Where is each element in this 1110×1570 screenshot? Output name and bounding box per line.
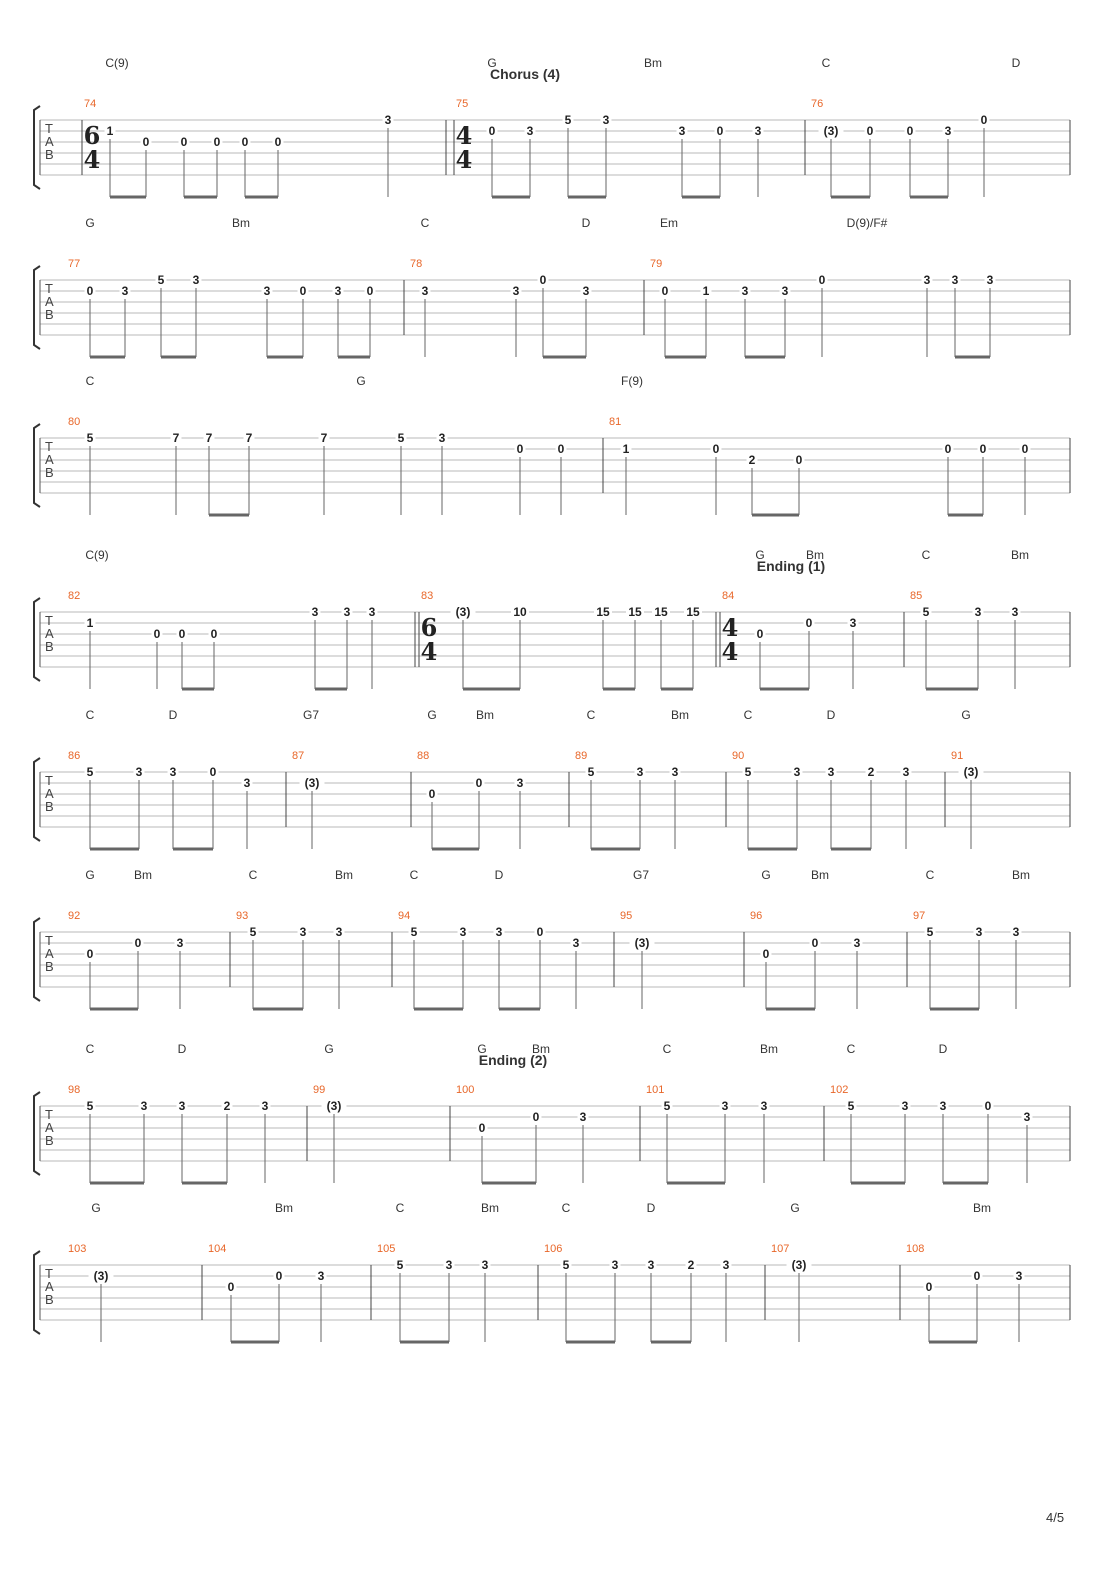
chord-symbol: D bbox=[177, 1042, 187, 1056]
chord-symbol: C bbox=[821, 56, 831, 70]
measure-number: 89 bbox=[575, 750, 588, 762]
fret-number: 3 bbox=[721, 1099, 729, 1113]
fret-number: 3 bbox=[647, 1258, 655, 1272]
system-bracket bbox=[34, 598, 40, 681]
fret-number: 5 bbox=[587, 765, 595, 779]
chord-symbol: Bm bbox=[760, 1042, 778, 1056]
fret-number: (3) bbox=[791, 1258, 807, 1272]
chord-symbol: C bbox=[248, 868, 258, 882]
section-title: Chorus (4) bbox=[490, 66, 560, 82]
fret-number: 3 bbox=[169, 765, 177, 779]
chord-symbol: C(9) bbox=[85, 548, 109, 562]
fret-number: 3 bbox=[526, 124, 534, 138]
measure-number: 105 bbox=[377, 1243, 396, 1255]
section-title: Ending (1) bbox=[756, 558, 826, 574]
tab-clef-letter: A bbox=[45, 294, 54, 309]
measure-number: 94 bbox=[398, 910, 411, 922]
chord-symbol: G bbox=[427, 708, 437, 722]
system-bracket bbox=[34, 1251, 40, 1334]
chord-symbol: C bbox=[925, 868, 935, 882]
fret-number: 3 bbox=[192, 273, 200, 287]
tab-clef-letter: T bbox=[45, 613, 53, 628]
tab-system bbox=[34, 1201, 1070, 1342]
fret-number: 3 bbox=[793, 765, 801, 779]
fret-number: 0 bbox=[516, 442, 524, 456]
fret-number: 3 bbox=[368, 605, 376, 619]
measure-number: 83 bbox=[421, 590, 434, 602]
chord-symbol: Bm bbox=[481, 1201, 499, 1215]
fret-number: 5 bbox=[564, 113, 572, 127]
system-bracket bbox=[34, 106, 40, 189]
fret-number: 3 bbox=[261, 1099, 269, 1113]
fret-number: 3 bbox=[602, 113, 610, 127]
fret-number: 3 bbox=[445, 1258, 453, 1272]
fret-number: 3 bbox=[317, 1269, 325, 1283]
measure-number: 77 bbox=[68, 258, 81, 270]
fret-number: 3 bbox=[579, 1110, 587, 1124]
chord-symbol: Bm bbox=[232, 216, 250, 230]
fret-number: 5 bbox=[86, 431, 94, 445]
tab-clef-letter: T bbox=[45, 281, 53, 296]
fret-number: 3 bbox=[495, 925, 503, 939]
fret-number: 3 bbox=[636, 765, 644, 779]
measure-number: 76 bbox=[811, 98, 824, 110]
fret-number: 3 bbox=[243, 776, 251, 790]
fret-number: 0 bbox=[209, 765, 217, 779]
fret-number: 5 bbox=[926, 925, 934, 939]
chord-symbol: Bm bbox=[806, 548, 824, 562]
fret-number: 3 bbox=[140, 1099, 148, 1113]
fret-number: (3) bbox=[93, 1269, 109, 1283]
fret-number: 0 bbox=[539, 273, 547, 287]
chord-symbol: C bbox=[743, 708, 753, 722]
chord-symbol: G bbox=[91, 1201, 101, 1215]
chord-symbol: C bbox=[561, 1201, 571, 1215]
fret-number: 0 bbox=[227, 1280, 235, 1294]
section-title: Ending (2) bbox=[478, 1052, 548, 1068]
fret-number: 3 bbox=[1023, 1110, 1031, 1124]
chord-symbol: Bm bbox=[335, 868, 353, 882]
fret-number: 0 bbox=[906, 124, 914, 138]
fret-number: 0 bbox=[716, 124, 724, 138]
fret-number: 3 bbox=[760, 1099, 768, 1113]
measure-number: 86 bbox=[68, 750, 81, 762]
tab-clef-letter: A bbox=[45, 134, 54, 149]
fret-number: 7 bbox=[245, 431, 253, 445]
fret-number: 5 bbox=[847, 1099, 855, 1113]
chord-symbol: Bm bbox=[1011, 548, 1029, 562]
chord-symbol: C bbox=[85, 374, 95, 388]
fret-number: 0 bbox=[428, 787, 436, 801]
chord-symbol: G bbox=[487, 56, 497, 70]
tab-clef-letter: A bbox=[45, 946, 54, 961]
fret-number: 3 bbox=[572, 936, 580, 950]
chord-symbol: G bbox=[961, 708, 971, 722]
chord-symbol: G bbox=[85, 216, 95, 230]
tab-clef-letter: B bbox=[45, 465, 54, 480]
system-bracket bbox=[34, 758, 40, 841]
fret-number: 5 bbox=[396, 1258, 404, 1272]
fret-number: 3 bbox=[421, 284, 429, 298]
measure-number: 88 bbox=[417, 750, 430, 762]
chord-symbol: Em bbox=[660, 216, 678, 230]
chord-symbol: C bbox=[85, 708, 95, 722]
fret-number: 0 bbox=[984, 1099, 992, 1113]
measure-number: 74 bbox=[84, 98, 97, 110]
fret-number: 7 bbox=[320, 431, 328, 445]
chord-symbol: D bbox=[168, 708, 178, 722]
chord-symbol: G bbox=[324, 1042, 334, 1056]
tab-clef-letter: B bbox=[45, 799, 54, 814]
fret-number: 7 bbox=[205, 431, 213, 445]
measure-number: 87 bbox=[292, 750, 305, 762]
fret-number: 5 bbox=[397, 431, 405, 445]
chord-symbol: D(9)/F# bbox=[846, 216, 888, 230]
chord-symbol: Bm bbox=[671, 708, 689, 722]
tab-clef-letter: A bbox=[45, 626, 54, 641]
chord-symbol: C bbox=[85, 1042, 95, 1056]
fret-number: 0 bbox=[274, 135, 282, 149]
fret-number: 3 bbox=[951, 273, 959, 287]
time-signature-top: 4 bbox=[455, 121, 473, 150]
fret-number: 0 bbox=[86, 947, 94, 961]
measure-number: 80 bbox=[68, 416, 81, 428]
tab-clef-letter: T bbox=[45, 1107, 53, 1122]
fret-number: 3 bbox=[459, 925, 467, 939]
time-signature-top: 4 bbox=[721, 613, 739, 642]
fret-number: 15 bbox=[654, 605, 668, 619]
fret-number: 5 bbox=[562, 1258, 570, 1272]
fret-number: 3 bbox=[481, 1258, 489, 1272]
tab-clef-letter: B bbox=[45, 307, 54, 322]
tab-system bbox=[34, 374, 1070, 515]
fret-number: 3 bbox=[135, 765, 143, 779]
fret-number: 2 bbox=[687, 1258, 695, 1272]
fret-number: (3) bbox=[634, 936, 650, 950]
chord-symbol: G bbox=[755, 548, 765, 562]
fret-number: 0 bbox=[795, 453, 803, 467]
chord-symbol: Bm bbox=[134, 868, 152, 882]
fret-number: 0 bbox=[475, 776, 483, 790]
chord-symbol: C(9) bbox=[105, 56, 129, 70]
measure-number: 81 bbox=[609, 416, 622, 428]
fret-number: 0 bbox=[979, 442, 987, 456]
tab-clef-letter: T bbox=[45, 933, 53, 948]
fret-number: 3 bbox=[901, 1099, 909, 1113]
measure-number: 84 bbox=[722, 590, 735, 602]
measure-number: 95 bbox=[620, 910, 633, 922]
tab-system bbox=[34, 548, 1070, 689]
chord-symbol: G bbox=[477, 1042, 487, 1056]
time-signature-bottom: 4 bbox=[455, 145, 473, 174]
fret-number: 2 bbox=[748, 453, 756, 467]
fret-number: 0 bbox=[536, 925, 544, 939]
fret-number: 3 bbox=[438, 431, 446, 445]
tab-clef-letter: B bbox=[45, 639, 54, 654]
tab-clef-letter: B bbox=[45, 1292, 54, 1307]
fret-number: 1 bbox=[86, 616, 94, 630]
measure-number: 106 bbox=[544, 1243, 563, 1255]
chord-symbol: C bbox=[586, 708, 596, 722]
chord-symbol: D bbox=[646, 1201, 656, 1215]
chord-symbol: G bbox=[85, 868, 95, 882]
chord-symbol: C bbox=[395, 1201, 405, 1215]
tab-system bbox=[34, 708, 1070, 849]
fret-number: 0 bbox=[180, 135, 188, 149]
fret-number: 3 bbox=[334, 284, 342, 298]
chord-symbol: C bbox=[409, 868, 419, 882]
fret-number: 15 bbox=[686, 605, 700, 619]
measure-number: 91 bbox=[951, 750, 964, 762]
measure-number: 104 bbox=[208, 1243, 227, 1255]
fret-number: 5 bbox=[86, 765, 94, 779]
chord-symbol: Bm bbox=[476, 708, 494, 722]
chord-symbol: G7 bbox=[632, 868, 650, 882]
fret-number: 3 bbox=[939, 1099, 947, 1113]
chord-symbol: C bbox=[420, 216, 430, 230]
measure-number: 102 bbox=[830, 1084, 849, 1096]
chord-symbol: G7 bbox=[302, 708, 320, 722]
fret-number: 5 bbox=[922, 605, 930, 619]
fret-number: 3 bbox=[1012, 925, 1020, 939]
fret-number: 3 bbox=[512, 284, 520, 298]
tab-clef-letter: T bbox=[45, 439, 53, 454]
fret-number: 15 bbox=[596, 605, 610, 619]
fret-number: (3) bbox=[304, 776, 320, 790]
chord-symbol: D bbox=[494, 868, 504, 882]
fret-number: 5 bbox=[410, 925, 418, 939]
chord-symbol: Bm bbox=[275, 1201, 293, 1215]
fret-number: 3 bbox=[516, 776, 524, 790]
time-signature-top: 6 bbox=[83, 121, 101, 150]
fret-number: (3) bbox=[823, 124, 839, 138]
fret-number: 3 bbox=[975, 925, 983, 939]
fret-number: 0 bbox=[805, 616, 813, 630]
system-bracket bbox=[34, 1092, 40, 1175]
fret-number: 0 bbox=[532, 1110, 540, 1124]
measure-number: 75 bbox=[456, 98, 469, 110]
fret-number: 3 bbox=[343, 605, 351, 619]
measure-number: 82 bbox=[68, 590, 81, 602]
chord-symbol: D bbox=[1011, 56, 1021, 70]
time-signature-bottom: 4 bbox=[83, 145, 101, 174]
fret-number: 3 bbox=[678, 124, 686, 138]
fret-number: 5 bbox=[744, 765, 752, 779]
fret-number: 3 bbox=[299, 925, 307, 939]
fret-number: 0 bbox=[818, 273, 826, 287]
fret-number: 3 bbox=[611, 1258, 619, 1272]
fret-number: 3 bbox=[944, 124, 952, 138]
fret-number: 3 bbox=[974, 605, 982, 619]
fret-number: 0 bbox=[866, 124, 874, 138]
chord-symbol: C bbox=[921, 548, 931, 562]
fret-number: 2 bbox=[867, 765, 875, 779]
chord-symbol: D bbox=[826, 708, 836, 722]
tab-clef-letter: A bbox=[45, 1279, 54, 1294]
fret-number: 0 bbox=[712, 442, 720, 456]
fret-number: 0 bbox=[925, 1280, 933, 1294]
fret-number: 7 bbox=[172, 431, 180, 445]
fret-number: 3 bbox=[722, 1258, 730, 1272]
fret-number: (3) bbox=[963, 765, 979, 779]
tab-clef-letter: A bbox=[45, 1120, 54, 1135]
fret-number: 0 bbox=[241, 135, 249, 149]
fret-number: 3 bbox=[853, 936, 861, 950]
fret-number: 0 bbox=[811, 936, 819, 950]
system-bracket bbox=[34, 918, 40, 1001]
fret-number: 3 bbox=[781, 284, 789, 298]
tab-clef-letter: B bbox=[45, 1133, 54, 1148]
fret-number: 3 bbox=[923, 273, 931, 287]
fret-number: 3 bbox=[1011, 605, 1019, 619]
fret-number: 5 bbox=[157, 273, 165, 287]
fret-number: 5 bbox=[663, 1099, 671, 1113]
fret-number: 5 bbox=[86, 1099, 94, 1113]
fret-number: 3 bbox=[849, 616, 857, 630]
measure-number: 103 bbox=[68, 1243, 87, 1255]
fret-number: 3 bbox=[582, 284, 590, 298]
fret-number: 3 bbox=[827, 765, 835, 779]
fret-number: 3 bbox=[671, 765, 679, 779]
measure-number: 92 bbox=[68, 910, 81, 922]
fret-number: 0 bbox=[275, 1269, 283, 1283]
chord-symbol: Bm bbox=[1012, 868, 1030, 882]
measure-number: 99 bbox=[313, 1084, 326, 1096]
fret-number: 0 bbox=[980, 113, 988, 127]
tab-system bbox=[34, 868, 1070, 1009]
tab-clef-letter: B bbox=[45, 147, 54, 162]
fret-number: (3) bbox=[455, 605, 471, 619]
measure-number: 85 bbox=[910, 590, 923, 602]
fret-number: 3 bbox=[121, 284, 129, 298]
fret-number: 3 bbox=[311, 605, 319, 619]
measure-number: 98 bbox=[68, 1084, 81, 1096]
fret-number: 3 bbox=[384, 113, 392, 127]
fret-number: 0 bbox=[86, 284, 94, 298]
measure-number: 100 bbox=[456, 1084, 475, 1096]
fret-number: 0 bbox=[134, 936, 142, 950]
fret-number: 0 bbox=[142, 135, 150, 149]
page-number: 4/5 bbox=[1046, 1510, 1065, 1525]
fret-number: 1 bbox=[702, 284, 710, 298]
fret-number: 0 bbox=[756, 627, 764, 641]
measure-number: 107 bbox=[771, 1243, 790, 1255]
fret-number: 15 bbox=[628, 605, 642, 619]
chord-symbol: Bm bbox=[532, 1042, 550, 1056]
chord-symbol: C bbox=[662, 1042, 672, 1056]
fret-number: 3 bbox=[902, 765, 910, 779]
fret-number: (3) bbox=[326, 1099, 342, 1113]
fret-number: 3 bbox=[263, 284, 271, 298]
chord-symbol: F(9) bbox=[621, 374, 643, 388]
chord-symbol: Bm bbox=[811, 868, 829, 882]
fret-number: 2 bbox=[223, 1099, 231, 1113]
fret-number: 0 bbox=[178, 627, 186, 641]
system-bracket bbox=[34, 266, 40, 349]
fret-number: 3 bbox=[741, 284, 749, 298]
measure-number: 96 bbox=[750, 910, 763, 922]
fret-number: 3 bbox=[754, 124, 762, 138]
fret-number: 0 bbox=[153, 627, 161, 641]
measure-number: 93 bbox=[236, 910, 249, 922]
fret-number: 0 bbox=[213, 135, 221, 149]
system-bracket bbox=[34, 424, 40, 507]
measure-number: 79 bbox=[650, 258, 663, 270]
fret-number: 0 bbox=[1021, 442, 1029, 456]
fret-number: 0 bbox=[210, 627, 218, 641]
fret-number: 3 bbox=[176, 936, 184, 950]
fret-number: 1 bbox=[106, 124, 114, 138]
fret-number: 1 bbox=[622, 442, 630, 456]
tab-system bbox=[34, 1042, 1070, 1183]
fret-number: 3 bbox=[335, 925, 343, 939]
fret-number: 10 bbox=[513, 605, 527, 619]
chord-symbol: C bbox=[846, 1042, 856, 1056]
fret-number: 0 bbox=[661, 284, 669, 298]
measure-number: 78 bbox=[410, 258, 423, 270]
fret-number: 3 bbox=[178, 1099, 186, 1113]
measure-number: 97 bbox=[913, 910, 926, 922]
fret-number: 5 bbox=[249, 925, 257, 939]
fret-number: 0 bbox=[366, 284, 374, 298]
tab-clef-letter: A bbox=[45, 452, 54, 467]
chord-symbol: D bbox=[581, 216, 591, 230]
time-signature-bottom: 4 bbox=[721, 637, 739, 666]
fret-number: 0 bbox=[973, 1269, 981, 1283]
tab-system bbox=[34, 216, 1070, 357]
chord-symbol: D bbox=[938, 1042, 948, 1056]
tab-clef-letter: T bbox=[45, 1266, 53, 1281]
measure-number: 90 bbox=[732, 750, 745, 762]
chord-symbol: G bbox=[790, 1201, 800, 1215]
time-signature-bottom: 4 bbox=[420, 637, 438, 666]
fret-number: 0 bbox=[944, 442, 952, 456]
measure-number: 101 bbox=[646, 1084, 665, 1096]
fret-number: 0 bbox=[299, 284, 307, 298]
chord-symbol: G bbox=[761, 868, 771, 882]
tab-clef-letter: T bbox=[45, 121, 53, 136]
tab-clef-letter: A bbox=[45, 786, 54, 801]
fret-number: 3 bbox=[986, 273, 994, 287]
fret-number: 0 bbox=[557, 442, 565, 456]
chord-symbol: Bm bbox=[973, 1201, 991, 1215]
fret-number: 0 bbox=[478, 1121, 486, 1135]
fret-number: 3 bbox=[1015, 1269, 1023, 1283]
time-signature-top: 6 bbox=[420, 613, 438, 642]
fret-number: 0 bbox=[488, 124, 496, 138]
chord-symbol: G bbox=[356, 374, 366, 388]
tab-clef-letter: T bbox=[45, 773, 53, 788]
measure-number: 108 bbox=[906, 1243, 925, 1255]
chord-symbol: Bm bbox=[644, 56, 662, 70]
fret-number: 0 bbox=[762, 947, 770, 961]
tab-clef-letter: B bbox=[45, 959, 54, 974]
